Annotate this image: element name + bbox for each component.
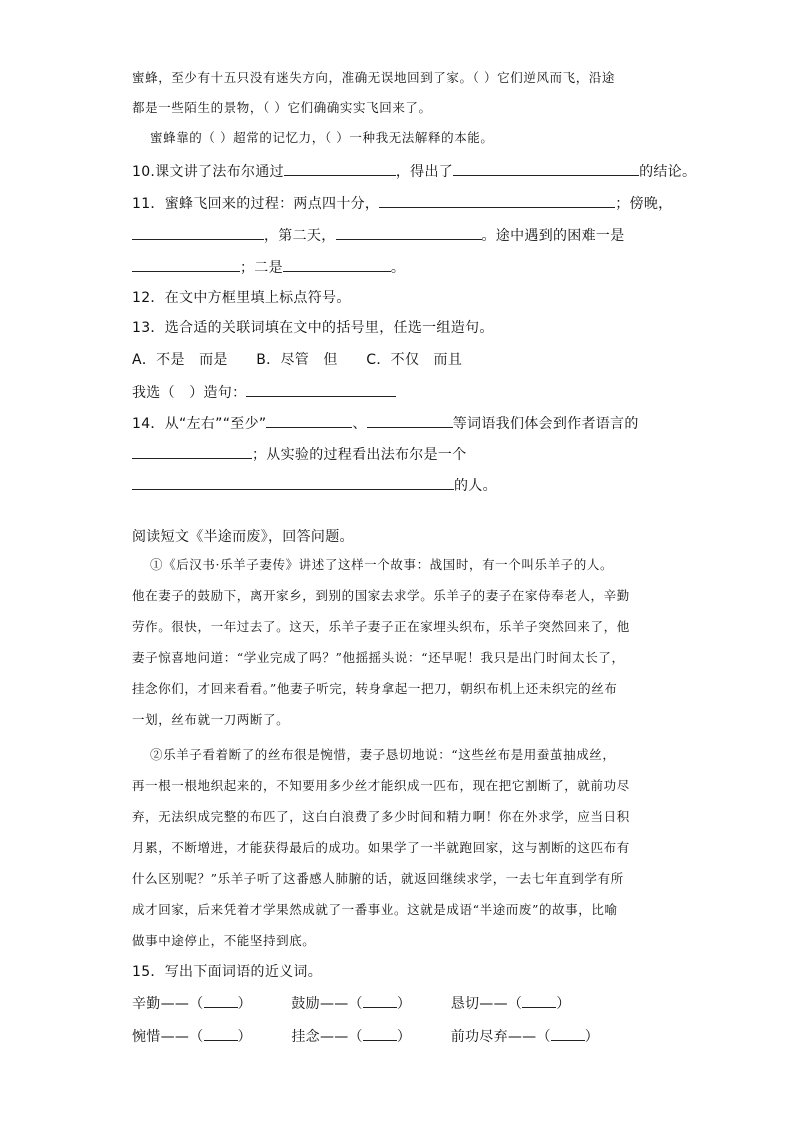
- question-13-answer: 我选（ ）造句：: [132, 381, 396, 403]
- question-13: 13．选合适的关联词填在文中的括号里，任选一组造句。: [132, 320, 494, 336]
- answer-blank[interactable]: [363, 1025, 397, 1041]
- answer-blank[interactable]: [132, 443, 252, 459]
- answer-blank[interactable]: [246, 381, 396, 397]
- question-11: 11．蜜蜂飞回来的过程：两点四十分， ；傍晚，: [132, 192, 672, 214]
- question-13-options: A．不是 而是 B．尽管 但 C．不仅 而且: [132, 352, 463, 368]
- passage-line: 蜜蜂，至少有十五只没有迷失方向，准确无误地回到了家。（ ）它们逆风而飞，沿途: [132, 70, 616, 85]
- synonym-row: 辛勤——（ ） 鼓励——（ ） 恳切——（ ）: [132, 992, 571, 1014]
- passage-intro: 阅读短文《半途而废》，回答问题。: [132, 529, 354, 545]
- answer-blank[interactable]: [522, 992, 556, 1008]
- question-15: 15．写出下面词语的近义词。: [132, 964, 323, 980]
- answer-blank[interactable]: [283, 256, 391, 272]
- question-14: 14．从“左右”“至少” 、 等词语我们体会到作者语言的: [132, 412, 639, 434]
- answer-blank[interactable]: [266, 412, 352, 428]
- answer-blank[interactable]: [367, 412, 453, 428]
- passage-line: 他在妻子的鼓励下，离开家乡，到别的国家去求学。乐羊子的妻子在家侍奉老人，辛勤: [132, 588, 630, 603]
- passage-line: 弃，无法织成完整的布匹了，这白白浪费了多少时间和精力啊！你在外求学，应当日积: [132, 809, 630, 824]
- passage-line: 月累，不断增进，才能获得最后的成功。如果学了一半就跑回家，这与割断的这匹布有: [132, 840, 630, 855]
- question-11-cont: ，第二天， 。途中遇到的困难一是: [132, 224, 625, 246]
- answer-blank[interactable]: [284, 160, 396, 176]
- answer-blank[interactable]: [363, 992, 397, 1008]
- answer-blank[interactable]: [336, 224, 482, 240]
- passage-line: 成才回家，后来凭着才学果然成就了一番事业。这就是成语“半途而废”的故事，比喻: [132, 902, 618, 917]
- question-10: 10.课文讲了法布尔通过 ，得出了 的结论。: [132, 160, 696, 182]
- question-14-cont: 的人。: [132, 474, 497, 496]
- passage-line: 劳作。很快，一年过去了。这天，乐羊子妻子正在家埋头织布，乐羊子突然回来了，他: [132, 619, 630, 634]
- question-11-cont: ；二是 。: [132, 256, 405, 278]
- passage-line: ①《后汉书·乐羊子妻传》讲述了这样一个故事：战国时，有一个叫乐羊子的人。: [150, 557, 614, 572]
- passage-line: 再一根一根地织起来的，不知要用多少丝才能织成一匹布，现在把它割断了，就前功尽: [132, 778, 630, 793]
- passage-line: 什么区别呢？”乐羊子听了这番感人肺腑的话，就返回继续求学，一去七年直到学有所: [132, 871, 624, 886]
- answer-blank[interactable]: [132, 256, 240, 272]
- passage-line: 蜜蜂靠的（ ）超常的记忆力，（ ）一种我无法解释的本能。: [150, 130, 494, 145]
- passage-line: ②乐羊子看着断了的丝布很是惋惜，妻子恳切地说：“这些丝布是用蚕茧抽成丝，: [150, 747, 616, 762]
- answer-blank[interactable]: [379, 192, 615, 208]
- passage-line: 做事中途停止，不能坚持到底。: [132, 933, 316, 948]
- answer-blank[interactable]: [132, 224, 264, 240]
- answer-blank[interactable]: [551, 1025, 585, 1041]
- question-12: 12．在文中方框里填上标点符号。: [132, 290, 351, 306]
- answer-blank[interactable]: [453, 160, 639, 176]
- passage-line: 妻子惊喜地问道：“学业完成了吗？”他摇摇头说：“还早呢！我只是出门时间太长了，: [132, 650, 625, 665]
- answer-blank[interactable]: [204, 1025, 238, 1041]
- question-14-cont: ；从实验的过程看出法布尔是一个: [132, 443, 467, 465]
- passage-line: 挂念你们，才回来看看。”他妻子听完，转身拿起一把刀，朝织布机上还未织完的丝布: [132, 681, 618, 696]
- answer-blank[interactable]: [204, 992, 238, 1008]
- passage-line: 都是一些陌生的景物，（ ）它们确确实实飞回来了。: [132, 100, 432, 115]
- passage-line: 一划，丝布就一刀两断了。: [132, 712, 290, 727]
- answer-blank[interactable]: [132, 474, 454, 490]
- synonym-row: 惋惜——（ ） 挂念——（ ） 前功尽弃——（ ）: [132, 1025, 599, 1047]
